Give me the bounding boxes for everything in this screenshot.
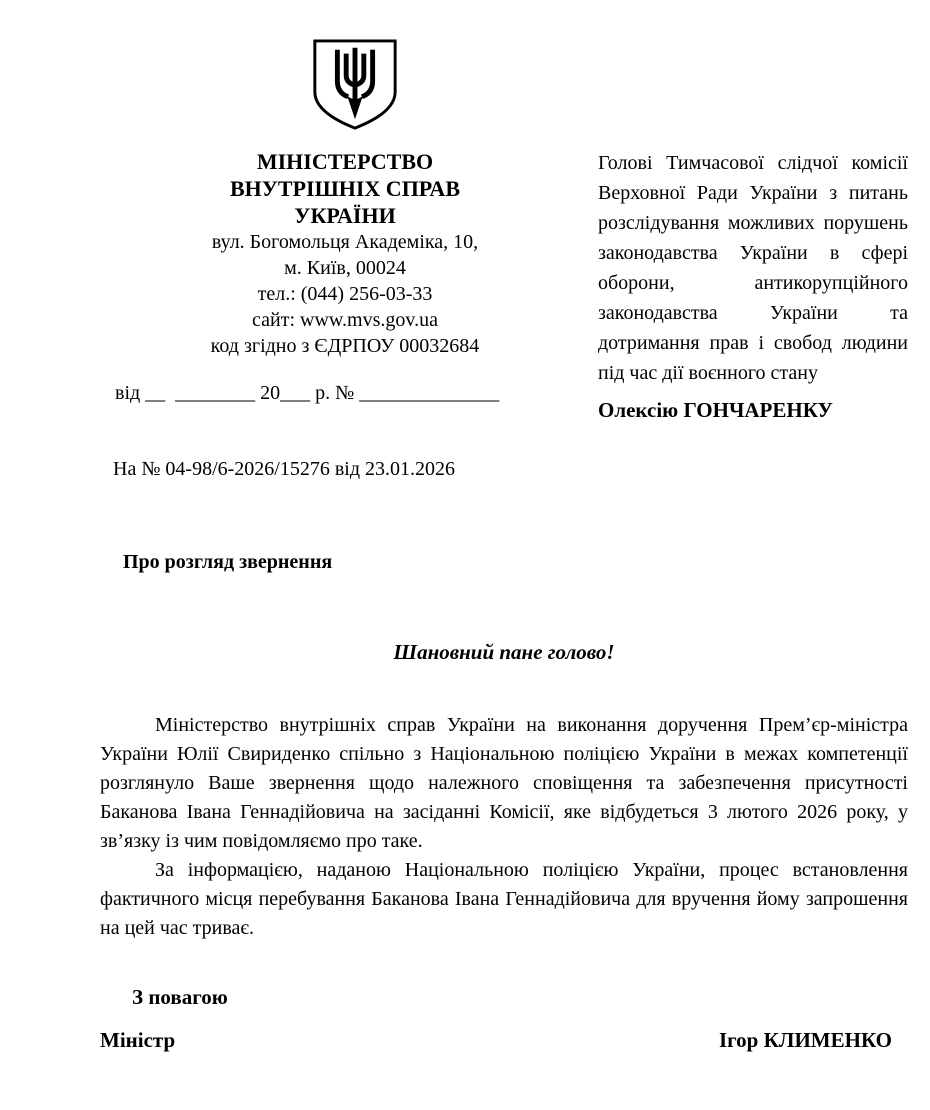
emblem-row	[100, 38, 590, 138]
body-paragraph-1: Міністерство внутрішніх справ України на виконання доручення Прем’єр-міністра України Юлії Свириденко спільно з Національною поліцією України в межах компетенції розглянуло Ваше звернення щодо належного сповіщення та забезпечення присутності Баканова Івана Геннадійовича на засіданні Комісії, яке відбудеться 3 лютого 2026 року, у зв’язку із чим повідомляємо про таке.	[100, 714, 908, 852]
incoming-reference-line: На № 04-98/6-2026/15276 від 23.01.2026	[113, 458, 456, 480]
subject-line: Про розгляд звернення	[123, 551, 333, 573]
street-address: вул. Богомольця Академіка, 10,	[211, 231, 479, 253]
ministry-title-line-3: УКРАЇНИ	[294, 203, 396, 228]
letterhead-and-addressee	[100, 148, 908, 481]
addressee-description: Голові Тимчасової слідчої комісії Верховної Ради України з питань розслідування можливих порушень законодавства України в сфері оборони, антикорупційного законодавства України та дотримання прав і свобод людини під час дії воєнного стану	[598, 152, 908, 384]
closing-phrase: З повагою	[132, 985, 228, 1009]
city-postcode: м. Київ, 00024	[284, 257, 406, 279]
addressee-block	[598, 148, 908, 481]
phone-line: тел.: (044) 256-03-33	[257, 283, 433, 305]
outgoing-date-number-blank: від __ ________ 20___ р. № ______________	[115, 382, 500, 404]
signer-position: Міністр	[100, 1028, 176, 1052]
ministry-title	[100, 148, 590, 229]
website-line: сайт: www.mvs.gov.ua	[252, 309, 438, 331]
ministry-contact-block	[100, 229, 590, 359]
tryzub-coat-of-arms-icon	[296, 115, 394, 137]
edrpou-line: код згідно з ЄДРПОУ 00032684	[210, 335, 480, 357]
body-paragraph-2: За інформацією, наданою Національною поліцією України, процес встановлення фактичного місця перебування Баканова Івана Геннадійовича для вручення йому запрошення на цей час триває.	[100, 859, 908, 939]
ministry-title-line-1: МІНІСТЕРСТВО	[256, 149, 434, 174]
addressee-name: Олексію ГОНЧАРЕНКУ	[598, 398, 833, 422]
ministry-title-line-2: ВНУТРІШНІХ СПРАВ	[229, 176, 460, 201]
salutation: Шановний пане голово!	[393, 640, 615, 664]
signature-row	[100, 1028, 908, 1052]
letterhead	[100, 148, 590, 481]
signer-name: Ігор КЛИМЕНКО	[718, 1028, 892, 1052]
letter-body	[100, 711, 908, 943]
